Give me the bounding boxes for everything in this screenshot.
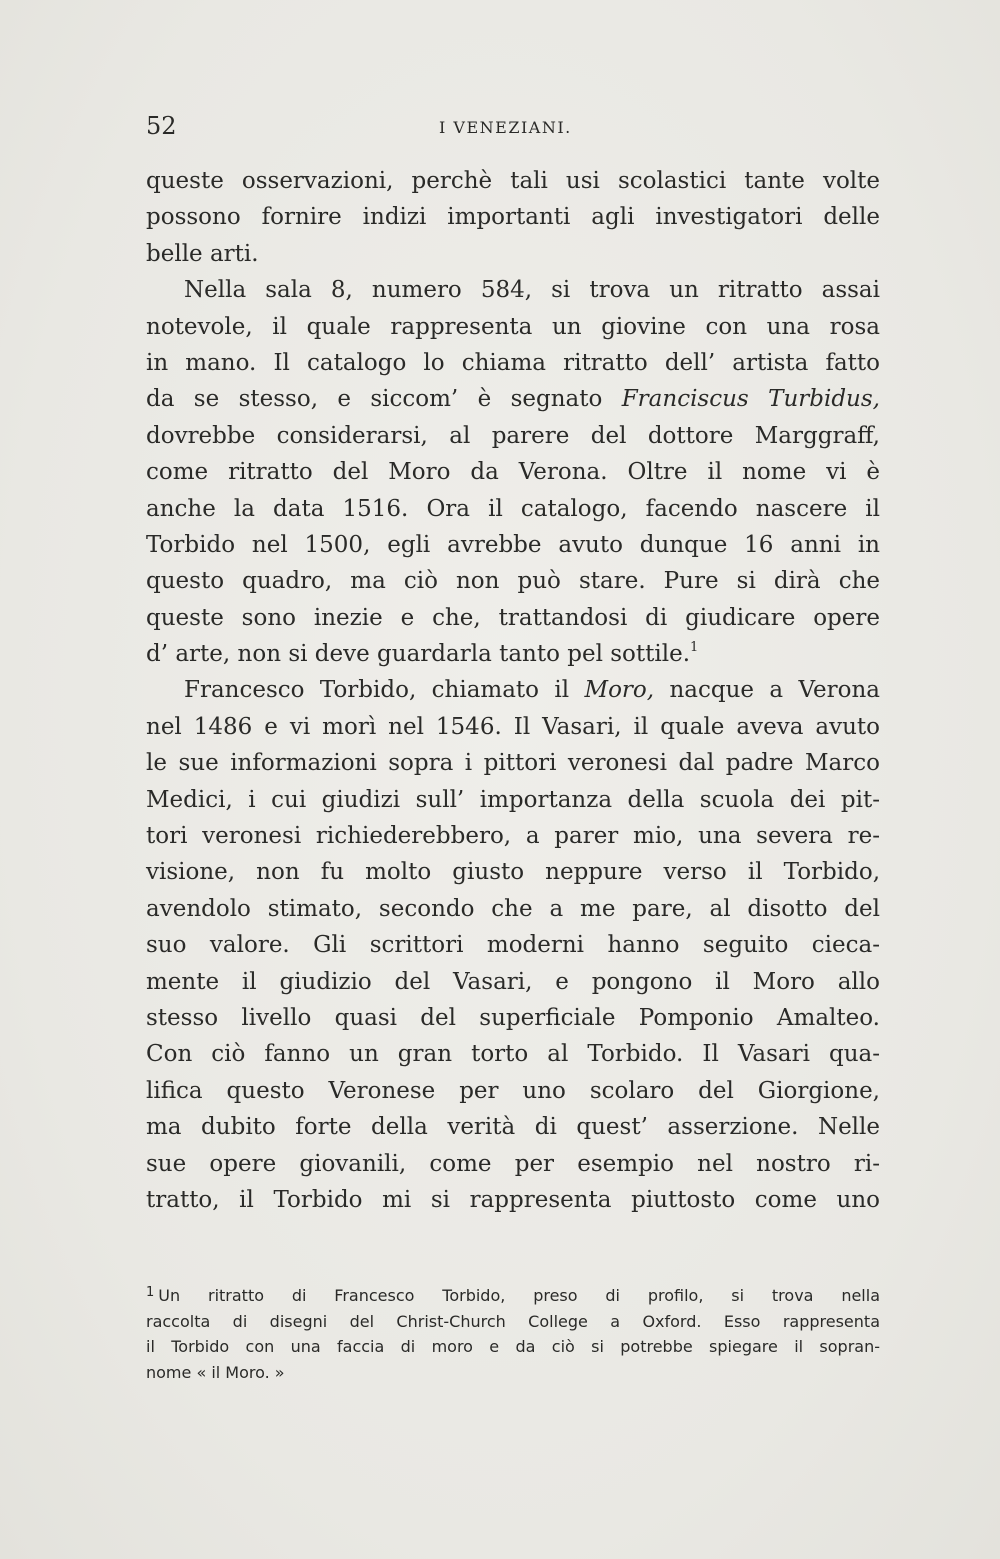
text-line: in mano. Il catalogo lo chiama ritratto dell’ artista fatto <box>146 349 880 376</box>
body-text <box>146 163 880 1218</box>
italic-name: Moro, <box>584 677 655 704</box>
footnote-ref: 1 <box>690 640 699 656</box>
text-line <box>146 381 880 417</box>
text-line: anche la data 1516. Ora il catalogo, facendo nascere il <box>146 495 880 522</box>
italic-name: Franciscus Turbidus, <box>621 386 880 413</box>
text-line: tratto, il Torbido mi si rappresenta piuttosto come uno <box>146 1186 880 1213</box>
text-segment: nacque a Verona <box>669 677 880 704</box>
text-segment: d’ arte, non si deve guardarla tanto pel sottile. <box>146 641 691 668</box>
text-line: avendolo stimato, secondo che a me pare, al disotto del <box>146 895 880 922</box>
text-line: questo quadro, ma ciò non può stare. Pure si dirà che <box>146 568 880 595</box>
text-line: stesso livello quasi del superficiale Pomponio Amalteo. <box>146 1004 880 1031</box>
footnote-text: Un ritratto di Francesco Torbido, preso di profilo, si trova nella <box>158 1286 880 1305</box>
footnote-line: il Torbido con una faccia di moro e da ciò si potrebbe spiegare il sopran- <box>146 1337 880 1357</box>
text-line: lifica questo Veronese per uno scolaro del Giorgione, <box>146 1077 880 1104</box>
footnote-line: raccolta di disegni del Christ-Church College a Oxford. Esso rappresenta <box>146 1311 880 1331</box>
text-line: Torbido nel 1500, egli avrebbe avuto dunque 16 anni in <box>146 531 880 558</box>
text-line: Con ciò fanno un gran torto al Torbido. Il Vasari qua- <box>146 1041 880 1068</box>
text-line: possono fornire indizi importanti agli investigatori delle <box>146 204 880 231</box>
text-line: suo valore. Gli scrittori moderni hanno seguito cieca- <box>146 932 880 959</box>
footnote-mark: 1 <box>146 1285 155 1300</box>
text-line <box>146 636 880 672</box>
text-line: le sue informazioni sopra i pittori veronesi dal padre Marco <box>146 750 880 777</box>
footnote-line <box>146 1283 880 1309</box>
text-line: Nella sala 8, numero 584, si trova un ritratto assai <box>184 277 880 304</box>
text-line: visione, non fu molto giusto neppure verso il Torbido, <box>146 859 880 886</box>
text-line: mente il giudizio del Vasari, e pongono il Moro allo <box>146 968 880 995</box>
running-title: I VENEZIANI. <box>439 118 572 137</box>
text-segment: da se stesso, e siccom’ è segnato <box>146 386 603 413</box>
text-line: sue opere giovanili, come per esempio nel nostro ri- <box>146 1150 880 1177</box>
text-line: notevole, il quale rappresenta un giovine con una rosa <box>146 313 880 340</box>
text-line: dovrebbe considerarsi, al parere del dottore Marggraff, <box>146 422 880 449</box>
text-line: belle arti. <box>146 240 259 267</box>
text-line: Medici, i cui giudizi sull’ importanza della scuola dei pit- <box>146 786 880 813</box>
text-line <box>146 672 880 708</box>
footnote <box>146 1283 880 1386</box>
text-line: tori veronesi richiederebbero, a parer mio, una severa re- <box>146 823 880 850</box>
text-line: ma dubito forte della verità di quest’ asserzione. Nelle <box>146 1114 880 1141</box>
running-head <box>146 112 878 152</box>
text-line: come ritratto del Moro da Verona. Oltre il nome vi è <box>146 459 880 486</box>
text-line: queste sono inezie e che, trattandosi di giudicare opere <box>146 604 880 631</box>
page-number: 52 <box>146 112 177 140</box>
footnote-line: nome « il Moro. » <box>146 1363 285 1383</box>
text-segment: Francesco Torbido, chiamato il <box>184 677 570 704</box>
text-line: nel 1486 e vi morì nel 1546. Il Vasari, il quale aveva avuto <box>146 713 880 740</box>
text-line: queste osservazioni, perchè tali usi scolastici tante volte <box>146 168 880 194</box>
